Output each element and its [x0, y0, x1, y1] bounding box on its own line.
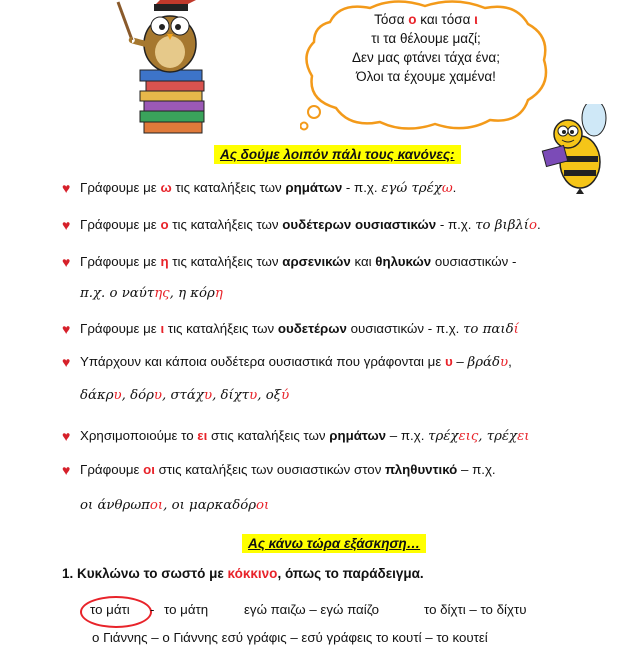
choice-wrong[interactable]: το μάτη	[164, 602, 209, 617]
poem-line-2: τι τα θέλουμε μαζί;	[371, 31, 481, 46]
poem-line-3: Δεν μας φτάνει τάχα ένα;	[352, 50, 500, 65]
poem	[300, 10, 552, 86]
rule-2: Γράφουμε με ο τις καταλήξεις των ουδέτερων ουσιαστικών - π.χ. το βιβλίο.	[80, 217, 541, 233]
rule-3: Γράφουμε με η τις καταλήξεις των αρσενικών και θηλυκών ουσιαστικών -	[80, 254, 517, 269]
rule-5-examples: δάκρυ, δόρυ, στάχυ, δίχτυ, οξύ	[80, 388, 290, 403]
rule-3-example: π.χ. ο ναύτης, η κόρη	[80, 286, 223, 301]
practice-heading: Ας κάνω τώρα εξάσκηση…	[242, 534, 426, 553]
choice-row-2[interactable]: ο Γιάννης – ο Γιάννης εσύ γράφις – εσύ γράφεις το κουτί – το κουτεί	[92, 630, 488, 645]
heart-bullet-icon: ♥	[62, 428, 71, 444]
owl-on-books-illustration	[110, 0, 220, 136]
heart-bullet-icon: ♥	[62, 321, 71, 337]
choice-pair-2[interactable]: εγώ παιζω – εγώ παίζο	[244, 602, 380, 617]
heart-bullet-icon: ♥	[62, 354, 71, 370]
heart-bullet-icon: ♥	[62, 254, 71, 270]
poem-line-1: Τόσα ο και τόσα ι	[374, 12, 478, 27]
rules-heading: Ας δούμε λοιπόν πάλι τους κανόνες:	[214, 145, 461, 164]
rule-4: Γράφουμε με ι τις καταλήξεις των ουδετέρων ουσιαστικών - π.χ. το παιδί	[80, 321, 519, 337]
heart-bullet-icon: ♥	[62, 180, 71, 196]
task-1-instruction: 1. Κυκλώνω το σωστό με κόκκινο, όπως το παράδειγμα.	[62, 566, 424, 581]
choice-dash: -	[150, 602, 155, 617]
rule-7: Γράφουμε οι στις καταλήξεις των ουσιαστικών στον πληθυντικό – π.χ.	[80, 462, 496, 477]
rule-7-example: οι άνθρωποι, οι μαρκαδόροι	[80, 498, 270, 513]
heart-bullet-icon: ♥	[62, 217, 71, 233]
rule-5: Υπάρχουν και κάποια ουδέτερα ουσιαστικά που γράφονται με υ – βράδυ,	[80, 354, 512, 370]
choice-pair-3[interactable]: το δίχτι – το δίχτυ	[424, 602, 527, 617]
rule-6: Χρησιμοποιούμε το ει στις καταλήξεις των ρημάτων – π.χ. τρέχεις, τρέχει	[80, 428, 530, 444]
choice-correct[interactable]: το μάτι	[90, 602, 130, 617]
heart-bullet-icon: ♥	[62, 462, 71, 478]
rule-1: Γράφουμε με ω τις καταλήξεις των ρημάτων - π.χ. εγώ τρέχω.	[80, 180, 457, 196]
bee-reading-illustration	[540, 104, 616, 194]
poem-line-4: Όλοι τα έχουμε χαμένα!	[356, 69, 496, 84]
